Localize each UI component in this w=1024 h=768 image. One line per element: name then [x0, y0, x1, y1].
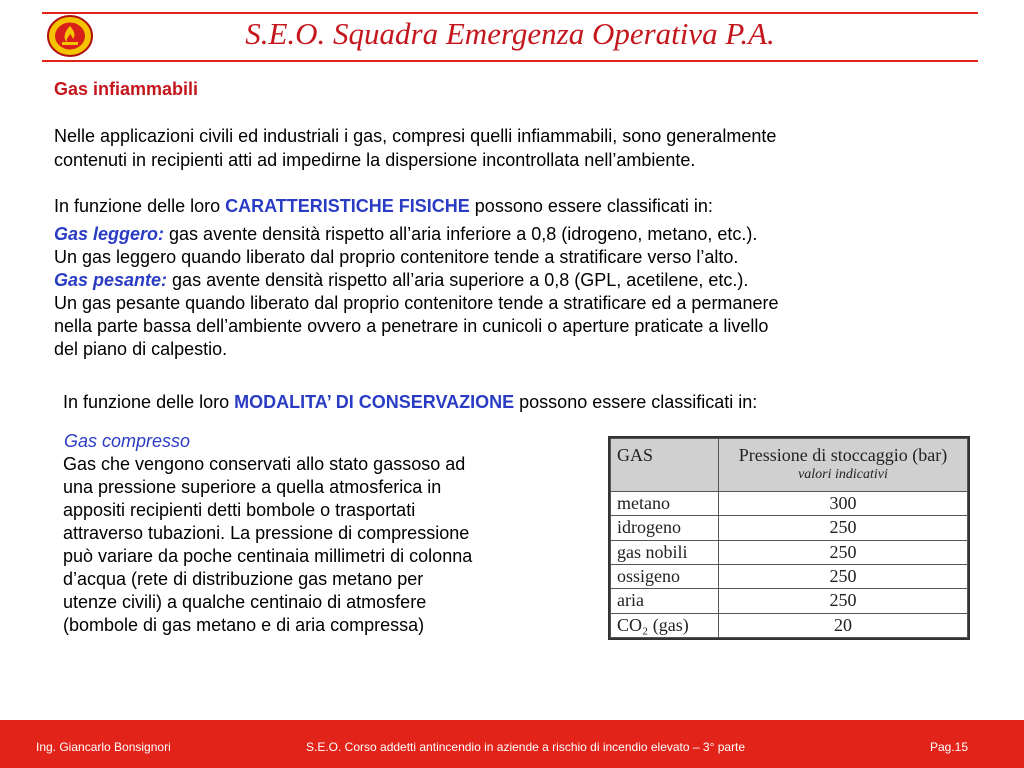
table-cell-gas: gas nobili [611, 540, 719, 564]
header-bottom-rule [42, 60, 978, 62]
table-header-pressure [719, 439, 968, 492]
heavy-gas-def: gas avente densità rispetto all’aria superiore a 0,8 (GPL, acetilene, etc.). [167, 270, 749, 290]
page-title: S.E.O. Squadra Emergenza Operativa P.A. [245, 16, 775, 51]
light-gas-term: Gas leggero: [54, 224, 165, 244]
table-cell-gas: ossigeno [611, 564, 719, 588]
compressed-line-3: appositi recipienti detti bombole o trasportati [63, 500, 416, 520]
table-header-pressure-sub: valori indicativi [798, 467, 888, 482]
table-row [611, 564, 968, 588]
storage-lead-post: possono essere classificati in: [514, 392, 758, 412]
compressed-gas-term: Gas compresso [64, 431, 191, 451]
table-header-pressure-main: Pressione di stoccaggio (bar) [738, 445, 948, 465]
heavy-gas-line-3: nella parte bassa dell’ambiente ovvero a penetrare in cunicoli o aperture praticate a livello [54, 316, 769, 336]
footer-bar [0, 720, 1024, 768]
header-top-rule [42, 12, 978, 14]
intro-line-2: contenuti in recipienti atti ad impedirne la dispersione incontrollata nell’ambiente. [54, 150, 696, 170]
heavy-gas-line-2: Un gas pesante quando liberato dal proprio contenitore tende a stratificare ed a permanere [54, 293, 779, 313]
compressed-line-7: utenze civili) a qualche centinaio di atmosfere [63, 592, 427, 612]
physical-lead-key: CARATTERISTICHE FISICHE [225, 196, 470, 216]
table-cell-pressure: 250 [719, 589, 968, 613]
storage-lead-pre: In funzione delle loro [63, 392, 235, 412]
footer-page-number: Pag.15 [930, 740, 969, 754]
light-gas-definition [54, 222, 757, 246]
compressed-line-4: attraverso tubazioni. La pressione di compressione [63, 523, 470, 543]
table-cell-gas: idrogeno [611, 516, 719, 540]
footer-author: Ing. Giancarlo Bonsignori [36, 740, 171, 754]
table-header-row [611, 439, 968, 492]
table-row [611, 613, 968, 637]
physical-lead-post: possono essere classificati in: [469, 196, 713, 216]
fire-brigade-emblem-icon [44, 14, 96, 58]
intro-line-1: Nelle applicazioni civili ed industriali i gas, compresi quelli infiammabili, sono generalmente [54, 126, 777, 146]
table-cell-pressure: 250 [719, 564, 968, 588]
footer-course: S.E.O. Corso addetti antincendio in aziende a rischio di incendio elevato – 3° parte [306, 740, 746, 754]
table-cell-gas: CO₂ (gas) [611, 613, 719, 637]
table-cell-pressure: 250 [719, 540, 968, 564]
physical-lead-pre: In funzione delle loro [54, 196, 226, 216]
light-gas-line-2: Un gas leggero quando liberato dal proprio contenitore tende a stratificare verso l’alto. [54, 247, 739, 267]
section-title: Gas infiammabili [54, 79, 199, 99]
table-header-gas: GAS [611, 439, 719, 492]
light-gas-def: gas avente densità rispetto all’aria inferiore a 0,8 (idrogeno, metano, etc.). [164, 224, 758, 244]
storage-pressure-table [608, 436, 970, 640]
table-cell-pressure: 20 [719, 613, 968, 637]
heavy-gas-definition [54, 268, 748, 292]
table-cell-pressure: 250 [719, 516, 968, 540]
heavy-gas-term: Gas pesante: [54, 270, 168, 290]
compressed-line-1: Gas che vengono conservati allo stato gassoso ad [63, 454, 466, 474]
heavy-gas-line-4: del piano di calpestio. [54, 339, 228, 359]
storage-lead [63, 390, 757, 414]
table-row [611, 589, 968, 613]
table-cell-gas: metano [611, 492, 719, 516]
compressed-line-5: può variare da poche centinaia millimetri di colonna [63, 546, 473, 566]
table-row [611, 516, 968, 540]
table-row [611, 492, 968, 516]
compressed-line-6: d’acqua (rete di distribuzione gas metano per [63, 569, 424, 589]
table-cell-pressure: 300 [719, 492, 968, 516]
storage-lead-key: MODALITA’ DI CONSERVAZIONE [234, 392, 515, 412]
compressed-line-8: (bombole di gas metano e di aria compressa) [63, 615, 425, 635]
compressed-line-2: una pressione superiore a quella atmosferica in [63, 477, 442, 497]
table-row [611, 540, 968, 564]
table-cell-gas: aria [611, 589, 719, 613]
physical-lead [54, 194, 713, 218]
